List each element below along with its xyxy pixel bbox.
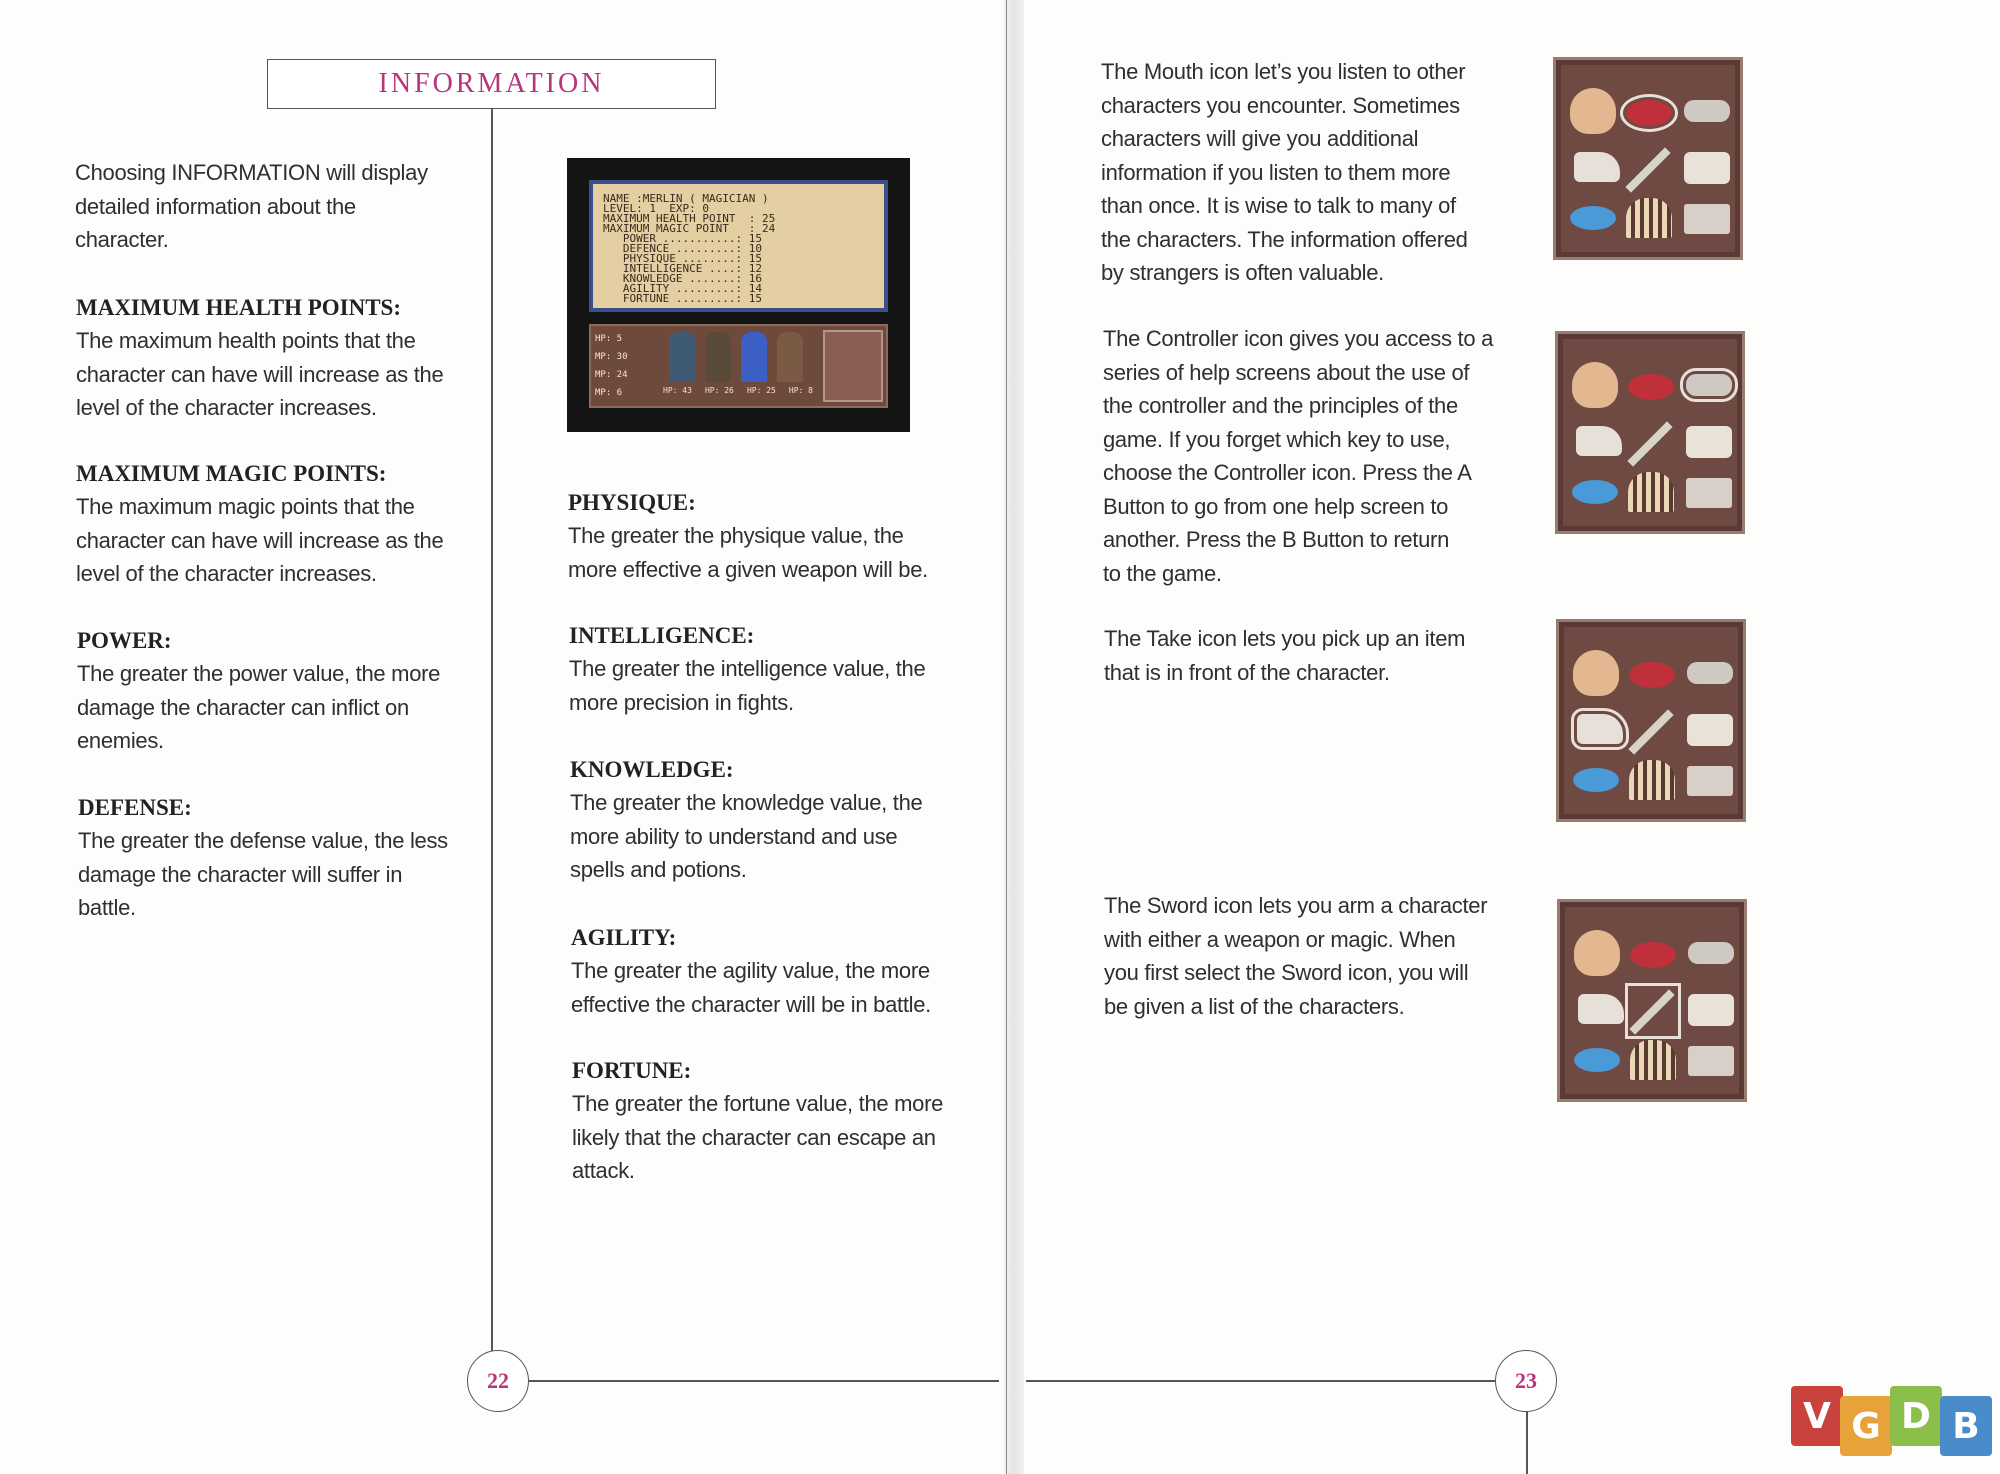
take-icon-description: The Take icon lets you pick up an item that is in front of the character. (1104, 626, 1466, 685)
stat-section-max-magic: MAXIMUM MAGIC POINTS: The maximum magic points that the character can have will increase as the level of the character increases. (76, 458, 486, 591)
face-icon (1574, 930, 1620, 976)
stat-heading: AGILITY: (571, 925, 677, 950)
stat-heading: FORTUNE: (572, 1058, 692, 1083)
controller-icon (1686, 374, 1732, 396)
cassette-icon (1687, 766, 1733, 796)
watermark-letter-d: D (1890, 1386, 1942, 1446)
stat-heading: MAXIMUM MAGIC POINTS: (76, 461, 387, 486)
footer-rule-right (1026, 1380, 1496, 1382)
column-divider (491, 109, 493, 1359)
face-icon (1573, 650, 1619, 696)
mouth-icon (1628, 374, 1674, 400)
stat-section-knowledge: KNOWLEDGE: The greater the knowledge value, the more ability to understand and use spells and potions. (570, 754, 990, 887)
stat-heading: INTELLIGENCE: (569, 623, 755, 648)
party-member-figure (669, 332, 695, 382)
stat-section-max-health: MAXIMUM HEALTH POINTS: The maximum health points that the character can have will increase as the level of the character increases. (76, 292, 486, 425)
watermark-letter-v: V (1791, 1386, 1843, 1446)
game-screenshot (567, 158, 910, 432)
stat-section-power: POWER: The greater the power value, the more damage the character can inflict on enemies. (77, 625, 487, 758)
icon-menu-sword-selected (1557, 899, 1747, 1102)
face-icon (1572, 362, 1618, 408)
mouth-icon (1626, 100, 1672, 126)
eye-icon (1570, 206, 1616, 230)
page-number-stem (1526, 1411, 1528, 1474)
party-status-bar: HP: 5 MP: 30 MP: 24 MP: 6 HP: 43 HP: 26 HP: 25 HP: 8 (589, 324, 888, 408)
stat-heading: KNOWLEDGE: (570, 757, 734, 782)
icon-menu-take-selected (1556, 619, 1746, 822)
stat-heading: MAXIMUM HEALTH POINTS: (76, 295, 401, 320)
party-member-figure (777, 332, 803, 382)
cassette-icon (1684, 204, 1730, 234)
stat-section-agility: AGILITY: The greater the agility value, the more effective the character will be in battle. (571, 922, 991, 1021)
hand-icon (1576, 426, 1622, 456)
controller-icon-description: The Controller icon gives you access to a series of help screens about the use of the controller and the principles of the game. If you forget which key to use, choose the Controller icon. Press the A Button to go from one help screen to another. Press the B Button to return to the game. (1103, 326, 1494, 586)
cassette-icon (1688, 1046, 1734, 1076)
pointing-hand-icon (1684, 152, 1730, 184)
section-header-box (267, 59, 716, 109)
eye-icon (1574, 1048, 1620, 1072)
controller-icon (1688, 942, 1734, 964)
stat-section-intelligence: INTELLIGENCE: The greater the intelligence value, the more precision in fights. (569, 620, 989, 719)
gate-icon (1628, 472, 1674, 512)
stat-section-physique: PHYSIQUE: The greater the physique value, the more effective a given weapon will be. (568, 487, 988, 586)
gate-icon (1630, 1040, 1676, 1080)
character-stats-panel: NAME :MERLIN ( MAGICIAN ) LEVEL: 1 EXP: 0 MAXIMUM HEALTH POINT : 25 MAXIMUM MAGIC POINT : 24 POWER ...........: 15 DEFENCE .........: 10 PHYSIQUE ........: 15 INTELLIGENCE ....: 12 KNOWLEDGE .......: 16 AGILITY .........: 14 FORTUNE .........: 15 (589, 180, 888, 312)
cassette-icon (1686, 478, 1732, 508)
pointing-hand-icon (1687, 714, 1733, 746)
pointing-hand-icon (1688, 994, 1734, 1026)
sword-icon-description: The Sword icon lets you arm a character with either a weapon or magic. When you first select the Sword icon, you will be given a list of the characters. (1104, 893, 1488, 1019)
mouth-icon-description: The Mouth icon let’s you listen to other characters you encounter. Sometimes characters will give you additional information if you listen to them more than once. It is wise to talk to many of the characters. The information offered by strangers is often valuable. (1101, 59, 1468, 285)
mouth-icon (1630, 942, 1676, 968)
stat-section-defense: DEFENSE: The greater the defense value, the less damage the character will suffer in battle. (78, 792, 488, 925)
icon-menu-controller-selected (1555, 331, 1745, 534)
stat-heading: PHYSIQUE: (568, 490, 696, 515)
stat-heading: POWER: (77, 628, 172, 653)
stat-section-fortune: FORTUNE: The greater the fortune value, the more likely that the character can escape an attack. (572, 1055, 992, 1188)
controller-icon (1687, 662, 1733, 684)
party-member-figure (705, 332, 731, 382)
sword-icon (1627, 421, 1672, 466)
pointing-hand-icon (1686, 426, 1732, 458)
sword-icon (1628, 709, 1673, 754)
hand-icon (1578, 994, 1624, 1024)
gutter-fold-line (1006, 0, 1007, 1474)
footer-rule-left (529, 1380, 999, 1382)
watermark-letter-g: G (1840, 1396, 1892, 1456)
gate-icon (1629, 760, 1675, 800)
stat-heading: DEFENSE: (78, 795, 192, 820)
face-icon (1570, 88, 1616, 134)
page-number-left: 22 (467, 1350, 529, 1412)
eye-icon (1572, 480, 1618, 504)
hand-icon (1577, 714, 1623, 744)
icon-menu-mouth-selected (1553, 57, 1743, 260)
party-member-figure (741, 332, 767, 382)
page-number-right: 23 (1495, 1350, 1557, 1412)
page-gutter (1004, 0, 1024, 1474)
mouth-icon (1629, 662, 1675, 688)
gate-icon (1626, 198, 1672, 238)
controller-icon (1684, 100, 1730, 122)
mini-icon-menu (823, 330, 883, 402)
section-title: INFORMATION (378, 68, 605, 99)
sword-icon (1625, 147, 1670, 192)
eye-icon (1573, 768, 1619, 792)
intro-text: Choosing INFORMATION will display detailed information about the character. (75, 160, 428, 252)
watermark-letter-b: B (1940, 1396, 1992, 1456)
hand-icon (1574, 152, 1620, 182)
